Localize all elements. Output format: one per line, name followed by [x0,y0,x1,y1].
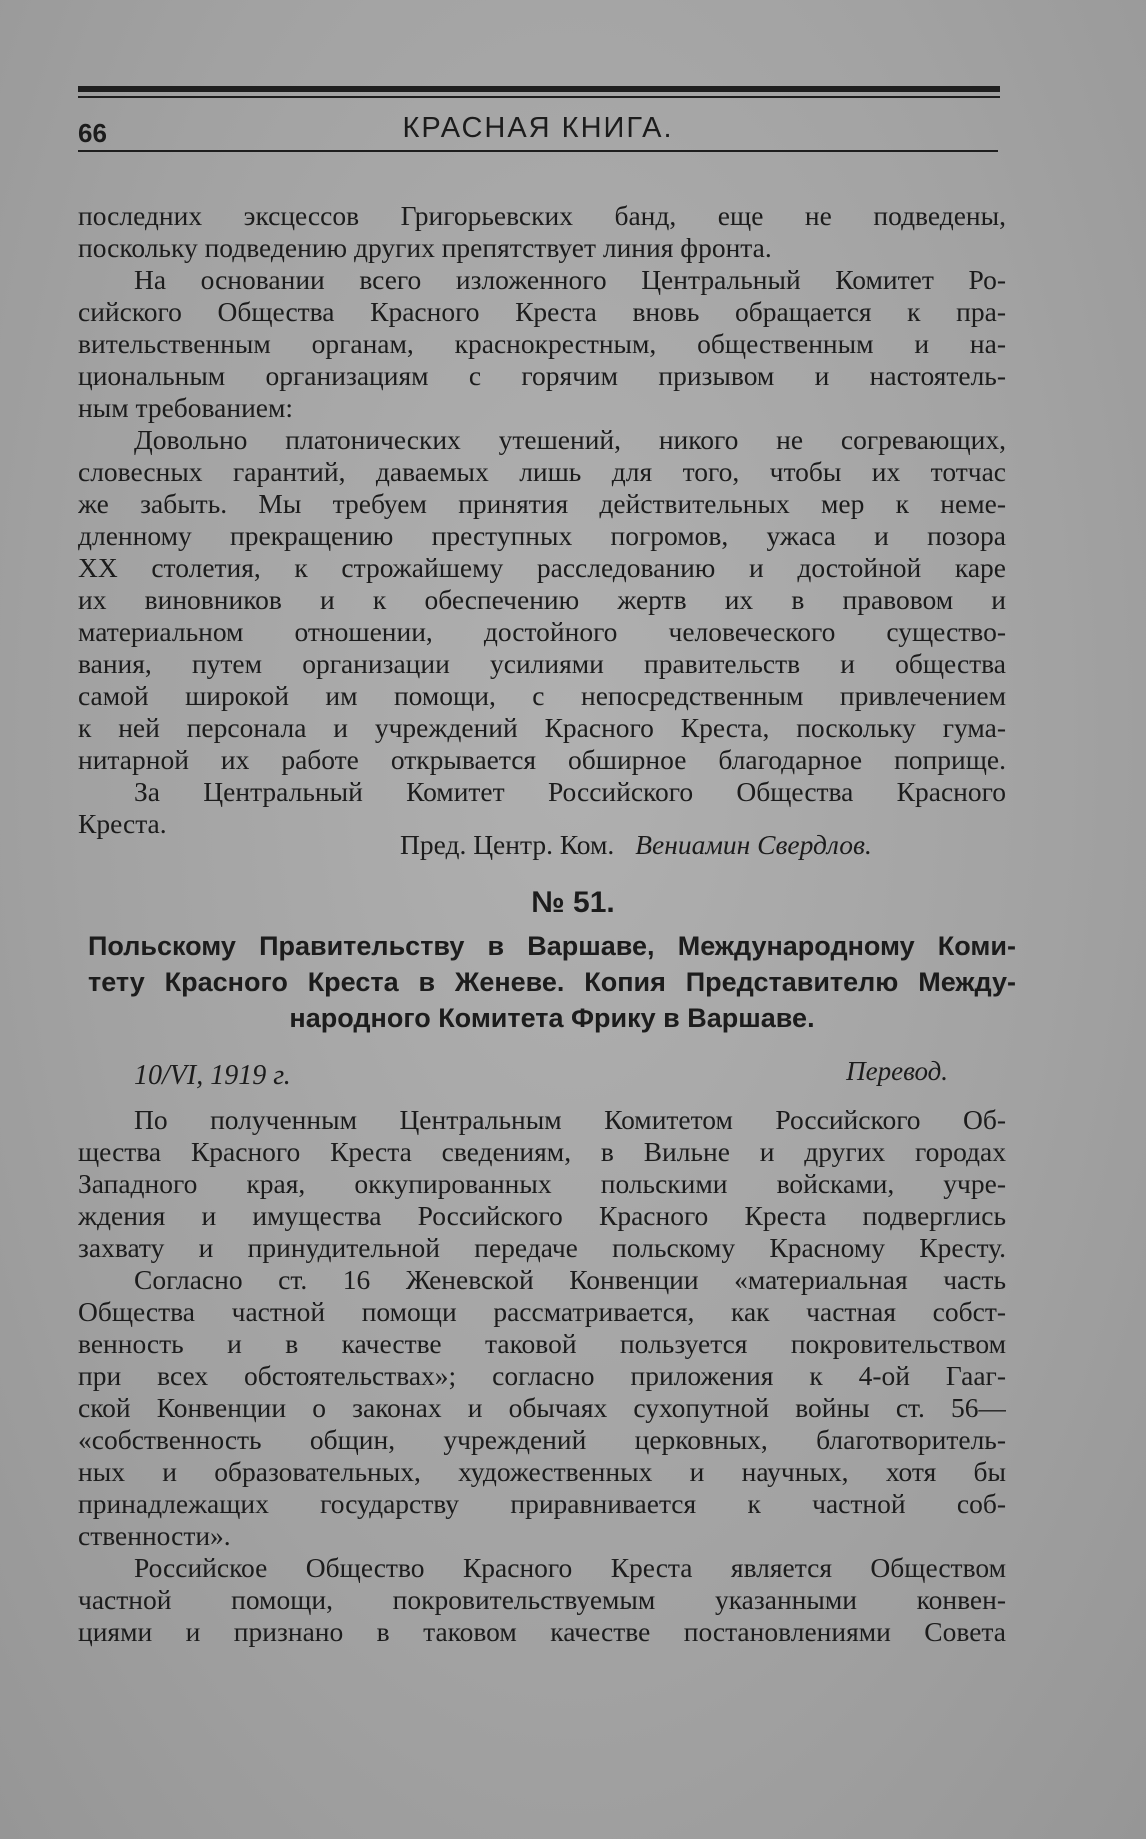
running-head [78,112,998,148]
text-line: дленному прекращению преступных погромов, ужаса и позора [78,520,1006,551]
text-line: По полученным Центральным Комитетом Российского Об- [134,1104,1006,1135]
text-line: ных и образовательных, художественных и научных, хотя бы [78,1456,1006,1487]
text-line: ской Конвенции о законах и обычаях сухопутной войны ст. 56— [78,1392,1006,1423]
text-line: последних эксцессов Григорьевских банд, еще не подведены, [78,200,1006,231]
text-line: вительственным органам, краснокрестным, общественным и на- [78,328,1006,359]
appeal-text [78,200,1006,840]
signature-name: Вениамин Свердлов. [635,829,872,860]
heading-line: тету Красного Креста в Женеве. Копия Представителю Между- [88,967,1016,997]
text-line: На основании всего изложенного Центральный Комитет Ро- [134,264,1006,295]
text-line: материальном отношении, достойного человеческого существо- [78,616,1006,647]
header-rule-thin [78,96,1000,98]
text-line: Российское Общество Красного Креста является Обществом [134,1552,1006,1583]
text-line: частной помощи, покровительствуемым указанными конвен- [78,1584,1006,1615]
text-line: поскольку подведению других препятствует линия фронта. [78,232,772,263]
signature [400,828,1000,862]
translation-note: Перевод. [846,1056,948,1086]
text-line: Креста. [78,808,167,839]
text-line: при всех обстоятельствах»; согласно приложения к 4-ой Гааг- [78,1360,1006,1391]
header-rule-thick [78,86,1000,92]
text-line: Общества частной помощи рассматривается, как частная собст- [78,1296,1006,1327]
text-line: словесных гарантий, даваемых лишь для того, чтобы их тотчас [78,456,1006,487]
text-line: Довольно платонических утешений, никого не согревающих, [134,424,1006,455]
text-line: к ней персонала и учреждений Красного Креста, поскольку гума- [78,712,1006,743]
text-line: За Центральный Комитет Российского Общества Красного [134,776,1006,807]
text-line: XX столетия, к строжайшему расследованию и достойной каре [78,552,1006,583]
document-date: 10/VI, 1919 г. [134,1060,291,1091]
text-line: вания, путем организации усилиями правительств и общества [78,648,1006,679]
text-line: ным требованием: [78,392,294,423]
text-line: Согласно ст. 16 Женевской Конвенции «материальная часть [134,1264,1006,1295]
text-line: щества Красного Креста сведениям, в Вильне и других городах [78,1136,1006,1167]
signature-title: Пред. Центр. Ком. [400,829,615,860]
text-line: ждения и имущества Российского Красного Креста подверглись [78,1200,1006,1231]
text-line: Западного края, оккупированных польскими войсками, учре- [78,1168,1006,1199]
heading-line: народного Комитета Фрику в Варшаве. [289,1003,815,1033]
heading-line: Польскому Правительству в Варшаве, Международному Коми- [88,931,1016,961]
text-line: захвату и принудительной передаче польскому Красному Кресту. [78,1232,1006,1263]
text-line: самой широкой им помощи, с непосредственным привлечением [78,680,1006,711]
header-rule-bottom [78,150,998,152]
document-number: № 51. [531,886,615,919]
letter-text [78,1104,1006,1648]
text-line: циями и признано в таковом качестве постановлениями Совета [78,1616,1006,1647]
text-line: венность и в качестве таковой пользуется покровительством [78,1328,1006,1359]
text-line: сийского Общества Красного Креста вновь обращается к пра- [78,296,1006,327]
document-heading [88,928,1016,1036]
text-line: нитарной их работе открывается обширное благодарное поприще. [78,744,1006,775]
text-line: циональным организациям с горячим призывом и настоятель- [78,360,1006,391]
text-line: ственности». [78,1520,231,1551]
page-number: 66 [78,118,107,148]
text-line: их виновников и к обеспечению жертв их в правовом и [78,584,1006,615]
text-line: принадлежащих государству приравнивается к частной соб- [78,1488,1006,1519]
text-line: «собственность общин, учреждений церковных, благотворитель- [78,1424,1006,1455]
text-line: же забыть. Мы требуем принятия действительных мер к неме- [78,488,1006,519]
book-title: КРАСНАЯ КНИГА. [402,112,674,144]
